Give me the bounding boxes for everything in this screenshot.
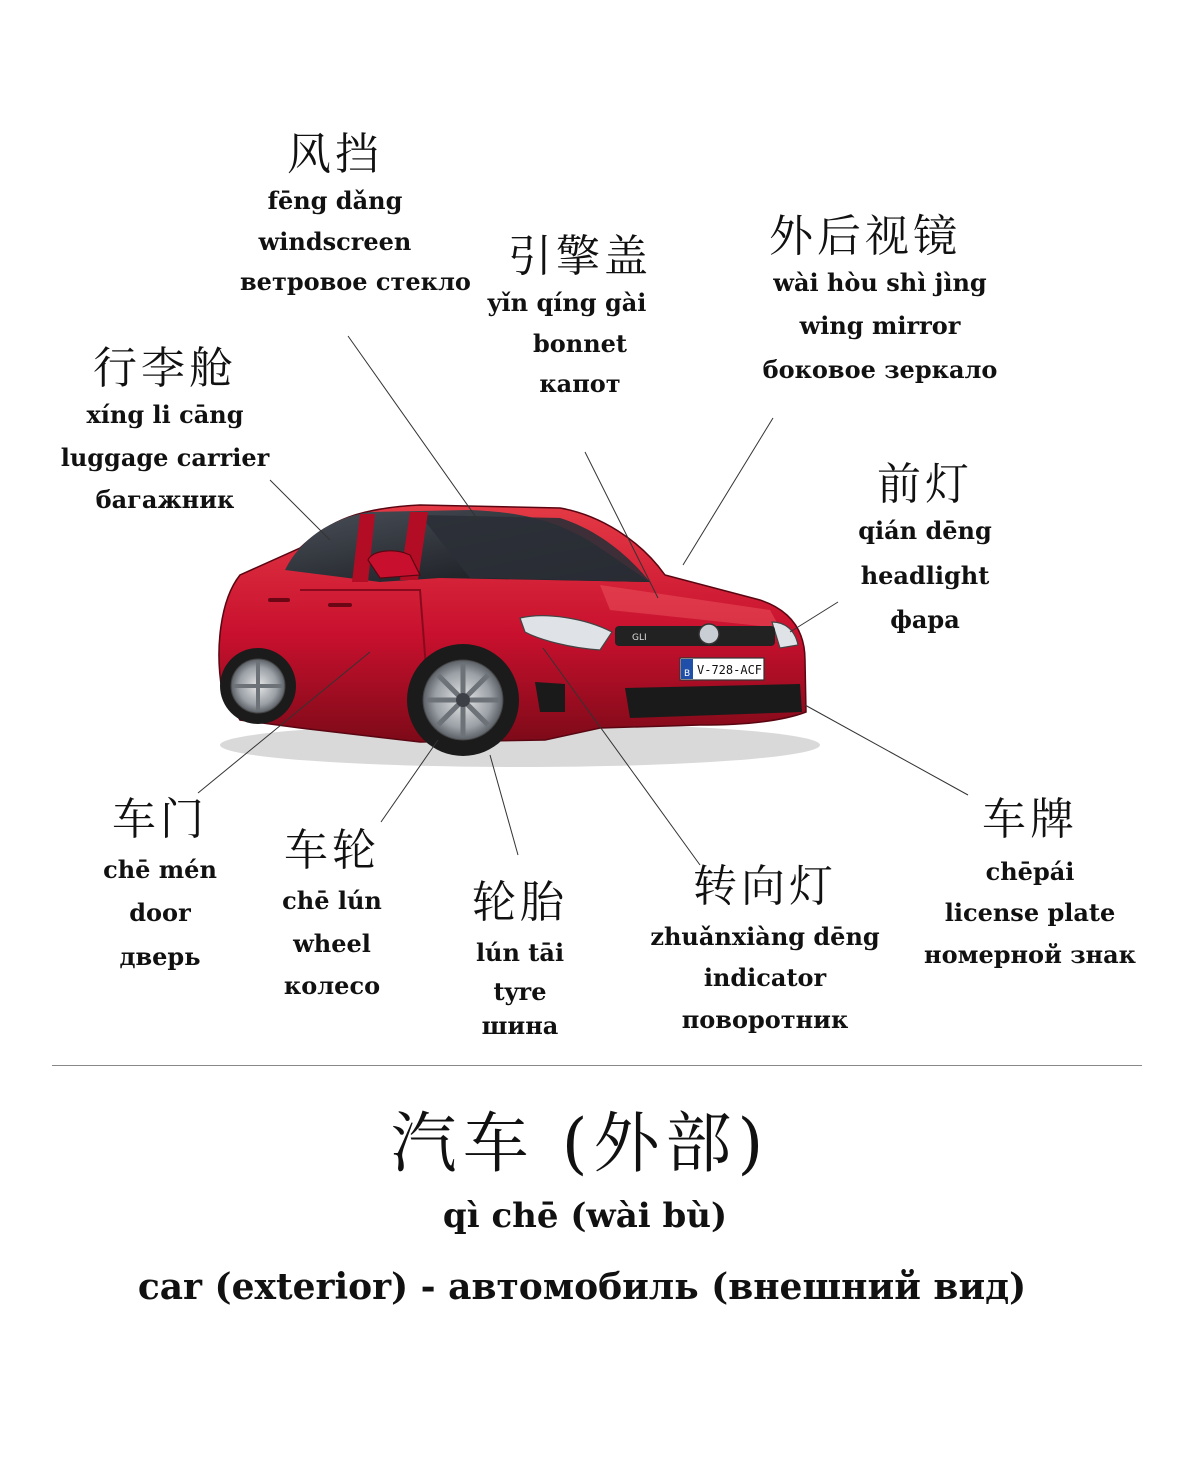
label-russian: дверь <box>119 941 201 971</box>
leader-tyre <box>490 755 518 855</box>
label-russian: колесо <box>283 970 381 1000</box>
title-chinese: 汽车 (外部) <box>390 1105 770 1182</box>
label-pinyin: qián dēng <box>858 515 992 545</box>
label-english: bonnet <box>532 329 628 359</box>
label-pinyin: wài hòu shì jìng <box>773 267 987 297</box>
label-russian: поворотник <box>681 1004 849 1034</box>
label-pinyin: fēng dǎng <box>267 185 403 215</box>
label-door <box>80 795 240 970</box>
label-english: license plate <box>944 898 1116 928</box>
label-pinyin: chē lún <box>282 885 382 915</box>
label-pinyin: chēpái <box>985 856 1075 886</box>
label-pinyin: zhuǎnxiàng dēng <box>650 921 880 951</box>
leader-bonnet <box>585 452 658 598</box>
plate-region: B <box>684 669 691 679</box>
label-english: wheel <box>293 929 371 959</box>
label-zh: 外后视镜 <box>769 211 961 262</box>
label-russian: шина <box>481 1010 559 1040</box>
label-zh: 引擎盖 <box>508 231 652 282</box>
label-english: door <box>129 898 191 928</box>
leader-windscreen <box>348 336 478 520</box>
leader-wing-mirror <box>683 418 773 565</box>
label-english: headlight <box>860 561 990 591</box>
label-english: windscreen <box>258 227 412 257</box>
label-luggage <box>50 344 280 513</box>
plate-number: V-728-ACF <box>697 663 763 677</box>
leader-door <box>198 652 370 793</box>
label-pinyin: chē mén <box>103 854 217 884</box>
label-zh: 风挡 <box>287 129 383 180</box>
label-windscreen <box>210 129 471 296</box>
label-tyre <box>440 878 600 1039</box>
divider <box>52 1065 1142 1066</box>
label-zh: 车牌 <box>982 794 1078 845</box>
title-translation: car (exterior) - автомобиль (внешний вид) <box>137 1266 1027 1308</box>
label-zh: 行李舱 <box>93 343 237 394</box>
label-zh: 前灯 <box>877 459 973 510</box>
label-russian: капот <box>539 368 621 398</box>
model-badge: GLI <box>632 633 647 643</box>
label-bonnet <box>470 232 690 397</box>
label-pinyin: lún tāi <box>475 937 565 967</box>
label-wing-mirror <box>745 212 1015 383</box>
label-indicator <box>640 862 890 1033</box>
leader-wheel <box>381 740 438 822</box>
label-zh: 车轮 <box>284 825 380 876</box>
label-license-plate <box>920 795 1140 968</box>
leader-indicator <box>543 648 700 865</box>
label-zh: 转向灯 <box>693 861 837 912</box>
label-english: tyre <box>493 977 547 1007</box>
label-russian: багажник <box>95 484 235 514</box>
label-zh: 轮胎 <box>472 877 568 928</box>
leader-license-plate <box>805 705 968 795</box>
label-russian: боковое зеркало <box>762 354 998 384</box>
label-english: luggage carrier <box>60 443 270 473</box>
label-headlight <box>830 460 1020 633</box>
label-russian: номерной знак <box>924 939 1136 969</box>
label-pinyin: yǐn qíng gài <box>487 287 647 317</box>
label-zh: 车门 <box>112 794 208 845</box>
label-english: indicator <box>703 963 827 993</box>
label-russian: ветровое стекло <box>240 266 471 296</box>
label-english: wing mirror <box>799 311 961 341</box>
label-russian: фара <box>890 604 960 634</box>
label-pinyin: xíng li cāng <box>86 399 244 429</box>
title-pinyin: qì chē (wài bù) <box>442 1196 728 1236</box>
label-wheel <box>252 826 412 999</box>
